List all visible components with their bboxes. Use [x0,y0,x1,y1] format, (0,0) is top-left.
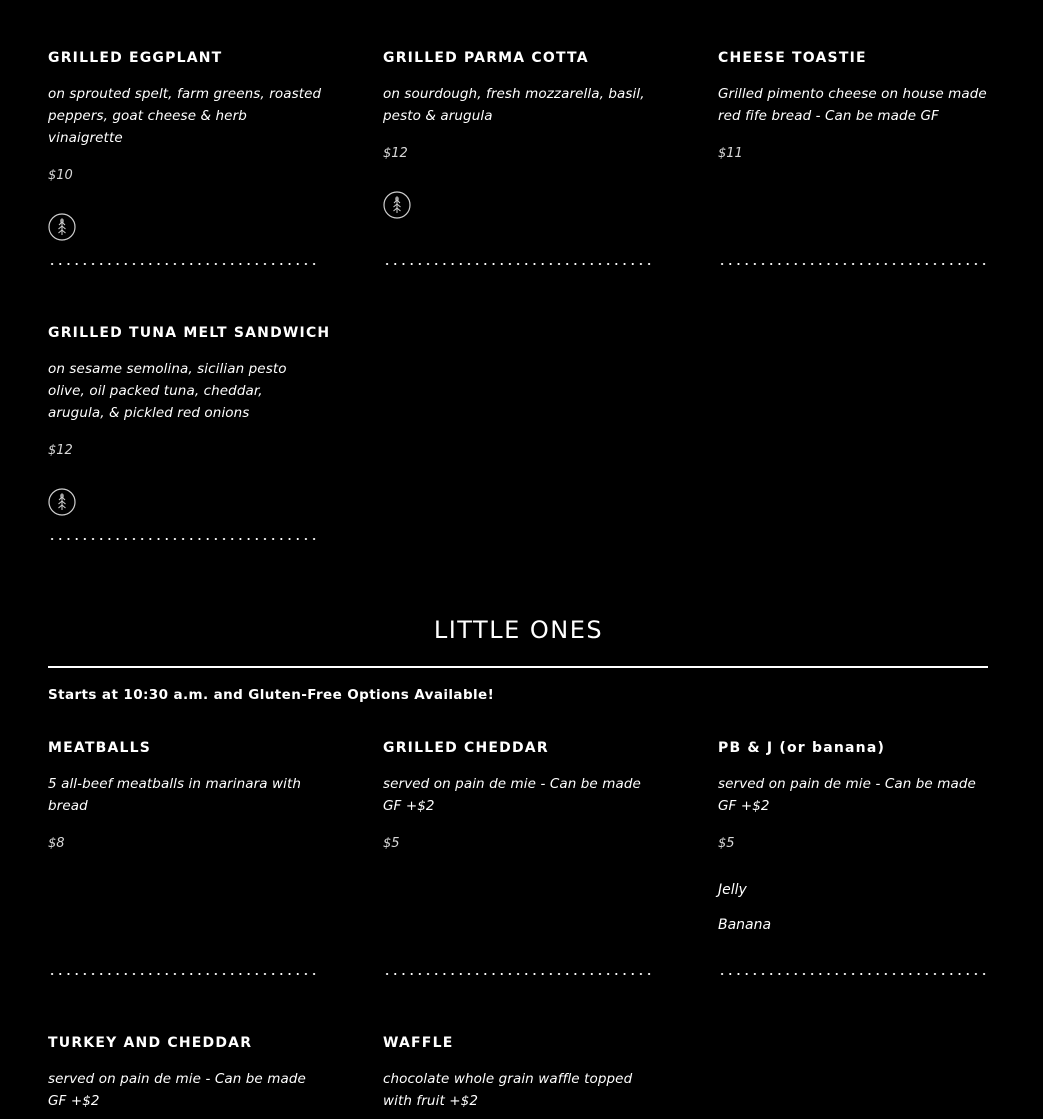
divider-dots [718,972,988,976]
item-title: GRILLED PARMA COTTA [383,50,589,66]
divider-dots [383,972,653,976]
item-option-jelly[interactable]: Jelly [718,882,747,898]
wheat-icon [383,191,411,219]
item-title: TURKEY AND CHEDDAR [48,1035,253,1051]
item-title: GRILLED EGGPLANT [48,50,223,66]
item-title: GRILLED TUNA MELT SANDWICH [48,325,331,341]
divider-dots [383,262,653,266]
section-title: LITTLE ONES [433,616,604,644]
section-divider [48,666,988,668]
divider-dots [48,537,318,541]
item-description: served on pain de mie - Can be made GF +$2 [48,1071,306,1109]
item-price: $11 [718,146,743,161]
divider-dots [718,262,988,266]
item-description: Grilled pimento cheese on house made red fife bread - Can be made GF [718,86,987,124]
item-price: $5 [383,836,400,851]
item-price: $5 [718,836,735,851]
item-title: GRILLED CHEDDAR [383,740,549,756]
item-description: on sourdough, fresh mozzarella, basil, pesto & arugula [383,86,645,124]
item-title: MEATBALLS [48,740,152,756]
item-price: $10 [48,168,73,183]
item-price: $8 [48,836,65,851]
item-title: PB & J (or banana) [718,740,886,756]
item-description: chocolate whole grain waffle topped with fruit +$2 [383,1071,633,1109]
item-description: on sprouted spelt, farm greens, roasted peppers, goat cheese & herb vinaigrette [48,86,322,146]
item-description: served on pain de mie - Can be made GF +$2 [383,776,641,814]
item-title: CHEESE TOASTIE [718,50,867,66]
item-price: $12 [48,443,73,458]
item-description: on sesame semolina, sicilian pesto olive, oil packed tuna, cheddar, arugula, & pickled red onions [48,361,287,421]
item-description: served on pain de mie - Can be made GF +$2 [718,776,976,814]
section-note: Starts at 10:30 a.m. and Gluten-Free Options Available! [48,687,495,703]
divider-dots [48,972,318,976]
item-description: 5 all-beef meatballs in marinara with bread [48,776,302,814]
wheat-icon [48,213,76,241]
item-option-banana[interactable]: Banana [718,917,772,933]
item-price: $12 [383,146,408,161]
item-title: WAFFLE [383,1035,454,1051]
divider-dots [48,262,318,266]
wheat-icon [48,488,76,516]
